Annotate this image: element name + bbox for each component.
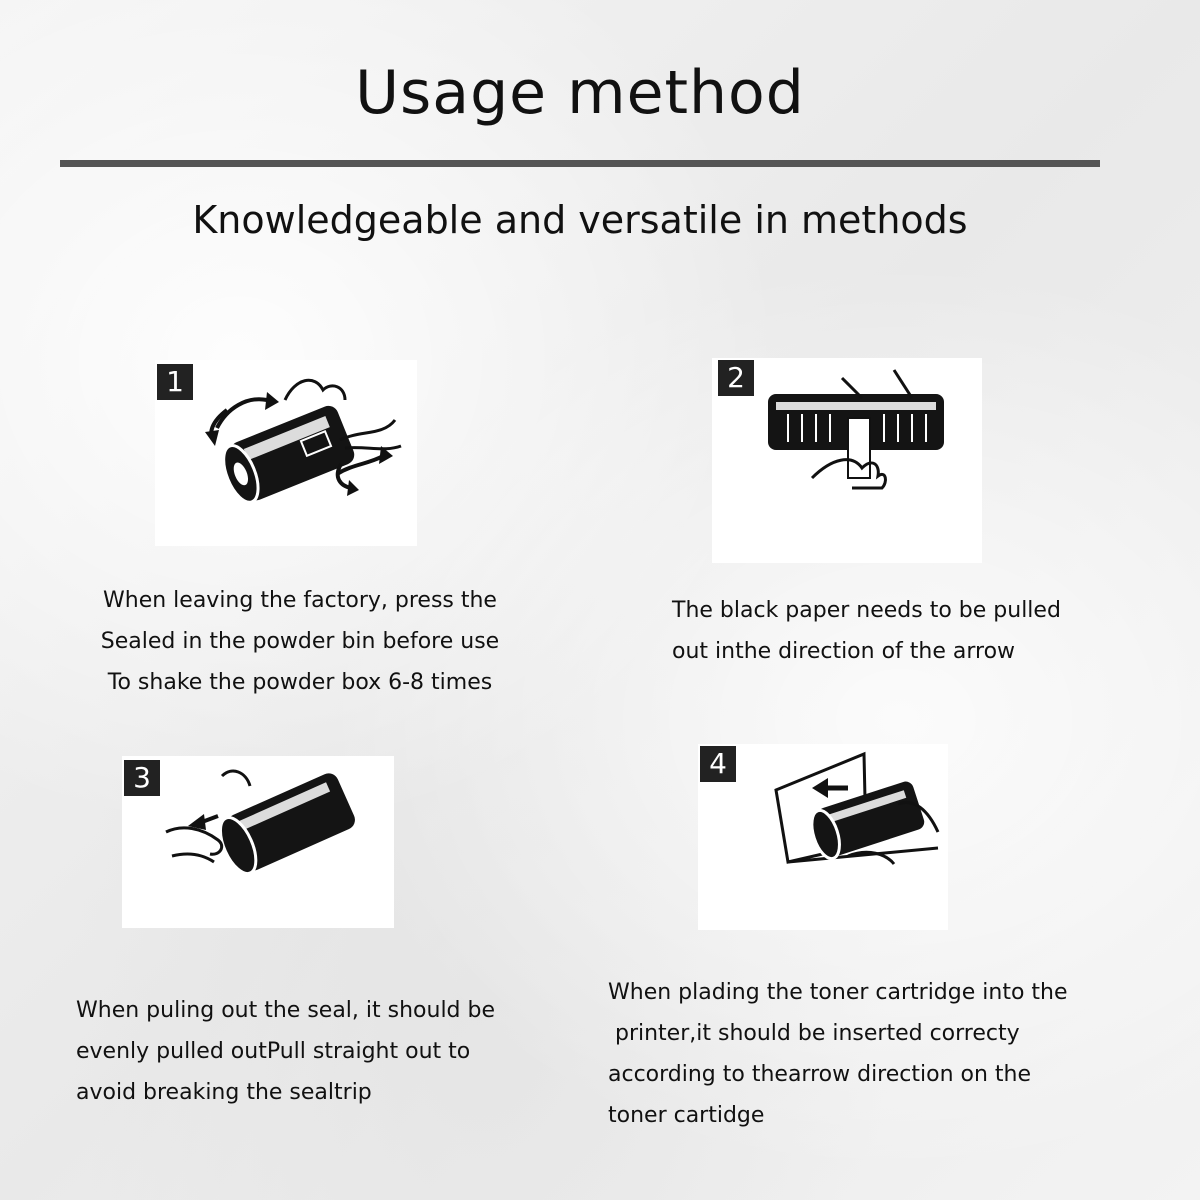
insert-cartridge-icon <box>698 744 948 930</box>
step-1-caption-line: To shake the powder box 6-8 times <box>107 670 493 695</box>
step-3-caption-line: avoid breaking the sealtrip <box>76 1080 372 1105</box>
step-4-caption-line: printer,it should be inserted correcty <box>608 1021 1020 1046</box>
step-1-caption-line: When leaving the factory, press the <box>103 588 497 613</box>
step-3-number: 3 <box>124 760 160 796</box>
step-4-caption-line: toner cartidge <box>608 1103 765 1128</box>
step-4-number: 4 <box>700 746 736 782</box>
pull-seal-icon <box>122 756 394 928</box>
step-4-caption-line: When plading the toner cartridge into the <box>608 980 1068 1005</box>
shake-cartridge-icon <box>155 360 417 546</box>
step-1-caption <box>70 580 530 703</box>
step-4-caption-line: according to thearrow direction on the <box>608 1062 1032 1087</box>
step-3-caption-line: When puling out the seal, it should be <box>76 998 496 1023</box>
step-3-panel <box>122 756 394 928</box>
step-3-caption <box>76 990 495 1113</box>
step-4-caption <box>608 972 1068 1136</box>
step-2-caption-line: The black paper needs to be pulled <box>672 598 1061 623</box>
step-2-number: 2 <box>718 360 754 396</box>
step-1-caption-line: Sealed in the powder bin before use <box>100 629 500 654</box>
step-2-caption <box>672 590 1061 672</box>
page-title: Usage method <box>355 58 805 128</box>
step-1-panel <box>155 360 417 546</box>
step-4-panel <box>698 744 948 930</box>
title-divider <box>60 160 1100 167</box>
step-2-panel <box>712 358 982 563</box>
step-2-caption-line: out inthe direction of the arrow <box>672 639 1016 664</box>
step-1-number: 1 <box>157 364 193 400</box>
step-3-caption-line: evenly pulled outPull straight out to <box>76 1039 471 1064</box>
page-subtitle: Knowledgeable and versatile in methods <box>192 198 968 242</box>
pull-black-paper-icon <box>712 358 982 563</box>
